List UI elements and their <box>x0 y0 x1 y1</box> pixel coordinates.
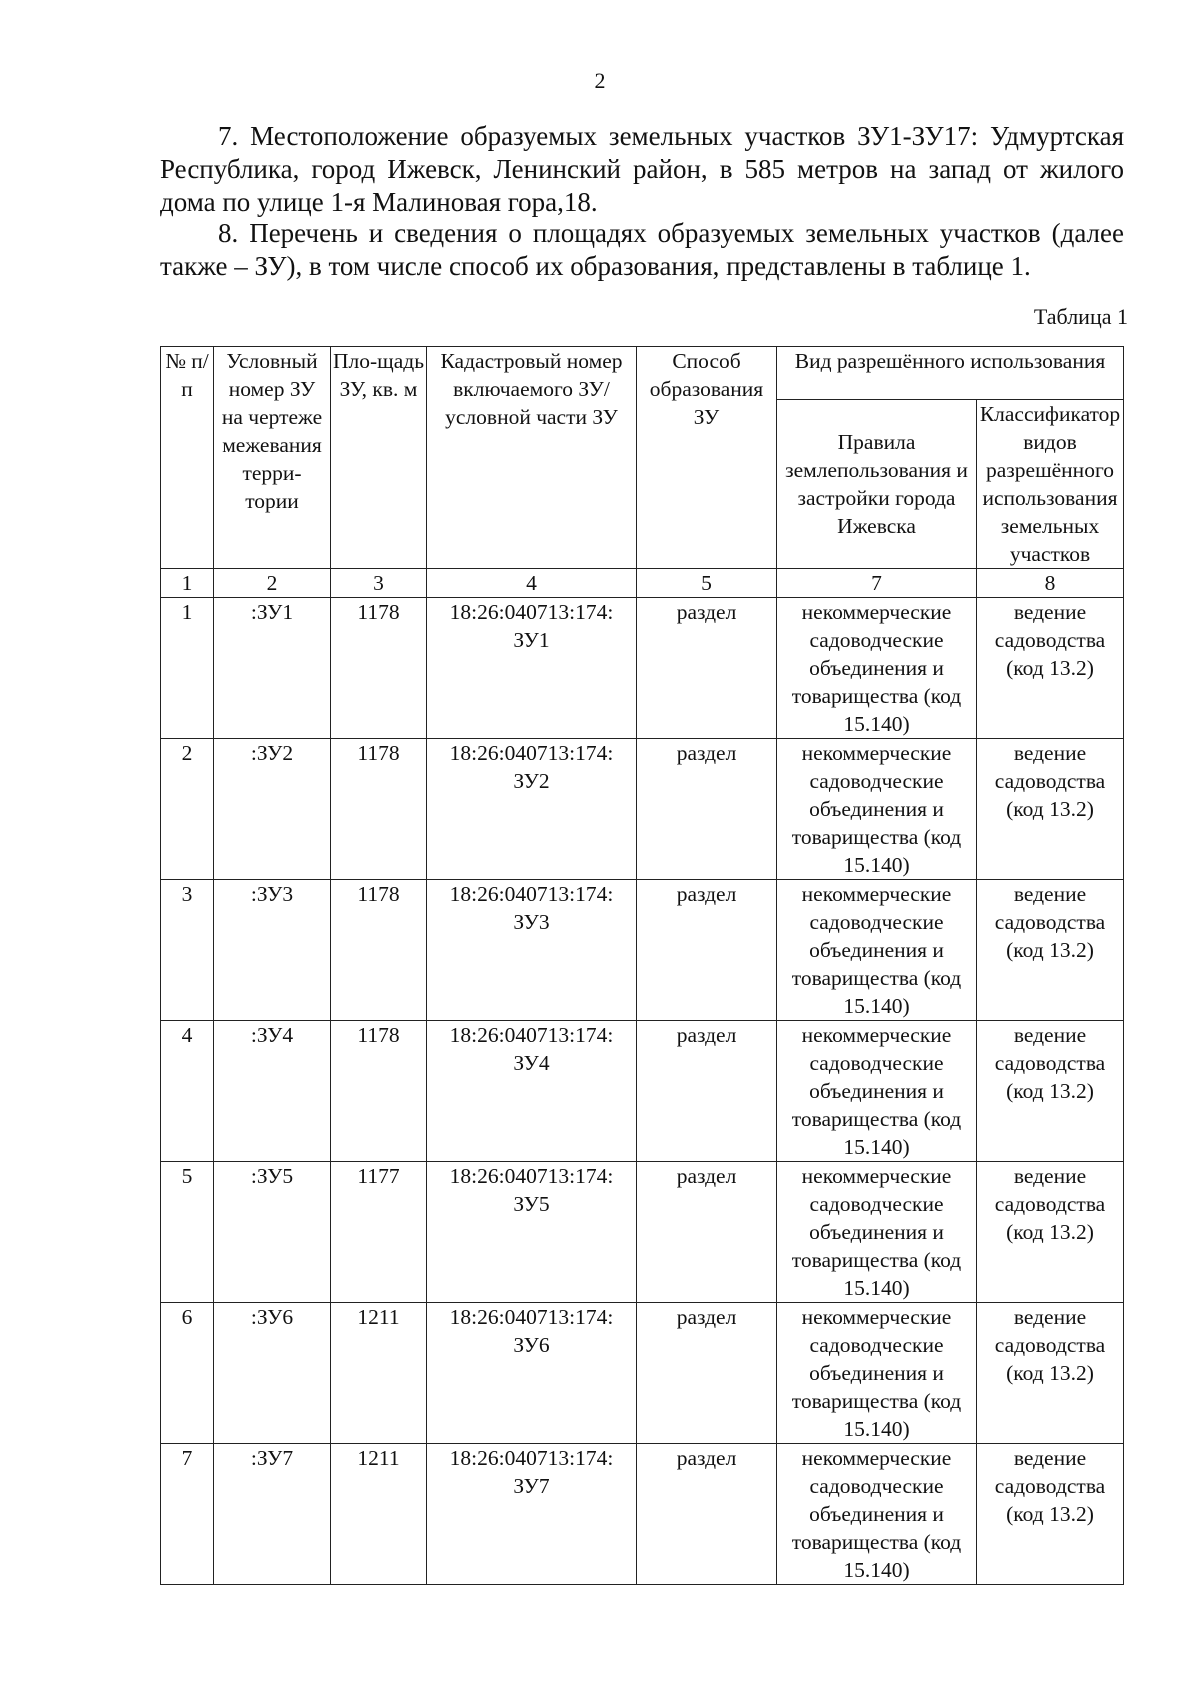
cell-use-classifier: ведение садоводства (код 13.2) <box>977 1303 1124 1444</box>
cell-land-use-rules: некоммерческие садоводческие объединения и товарищества (код 15.140) <box>777 880 977 1021</box>
cell-cadastral-number: 18:26:040713:174: ЗУ4 <box>427 1021 637 1162</box>
land-plots-table <box>160 346 1124 1585</box>
cell-area: 1211 <box>331 1444 427 1585</box>
cell-number: 7 <box>161 1444 214 1585</box>
cell-formation-method: раздел <box>637 1162 777 1303</box>
cell-conditional-number: :ЗУ7 <box>214 1444 331 1585</box>
cell-number: 5 <box>161 1162 214 1303</box>
header-use-classifier: Классификатор видов разрешённого использования земельных участков <box>977 400 1124 569</box>
cell-use-classifier: ведение садоводства (код 13.2) <box>977 1021 1124 1162</box>
column-number: 3 <box>331 569 427 598</box>
cell-number: 4 <box>161 1021 214 1162</box>
cell-land-use-rules: некоммерческие садоводческие объединения и товарищества (код 15.140) <box>777 739 977 880</box>
cell-formation-method: раздел <box>637 739 777 880</box>
cell-formation-method: раздел <box>637 598 777 739</box>
table-row <box>161 1303 1124 1444</box>
cell-area: 1178 <box>331 1021 427 1162</box>
table-row <box>161 598 1124 739</box>
cell-land-use-rules: некоммерческие садоводческие объединения и товарищества (код 15.140) <box>777 598 977 739</box>
cell-conditional-number: :ЗУ5 <box>214 1162 331 1303</box>
cell-land-use-rules: некоммерческие садоводческие объединения и товарищества (код 15.140) <box>777 1444 977 1585</box>
header-conditional-number: Условный номер ЗУ на чертеже межевания терри-тории <box>214 347 331 569</box>
table-caption: Таблица 1 <box>1033 304 1128 329</box>
cell-conditional-number: :ЗУ4 <box>214 1021 331 1162</box>
header-land-use-rules: Правила землепользования и застройки города Ижевска <box>777 400 977 569</box>
cell-formation-method: раздел <box>637 1444 777 1585</box>
cell-cadastral-number: 18:26:040713:174: ЗУ6 <box>427 1303 637 1444</box>
cell-use-classifier: ведение садоводства (код 13.2) <box>977 1444 1124 1585</box>
header-number: № п/п <box>161 347 214 569</box>
column-number: 4 <box>427 569 637 598</box>
cell-conditional-number: :ЗУ2 <box>214 739 331 880</box>
cell-formation-method: раздел <box>637 1021 777 1162</box>
paragraph-location: 7. Местоположение образуемых земельных участков ЗУ1-ЗУ17: Удмуртская Республика, город Ижевск, Ленинский район, в 585 метров на запад от жилого дома по улице 1-я Малиновая гора,18. <box>160 121 1124 217</box>
table-row <box>161 880 1124 1021</box>
cell-use-classifier: ведение садоводства (код 13.2) <box>977 880 1124 1021</box>
column-numbers-row <box>161 569 1124 598</box>
header-formation-method: Способ образования ЗУ <box>637 347 777 569</box>
cell-formation-method: раздел <box>637 1303 777 1444</box>
cell-conditional-number: :ЗУ3 <box>214 880 331 1021</box>
column-number: 8 <box>977 569 1124 598</box>
table-header-row <box>161 347 1124 400</box>
cell-number: 2 <box>161 739 214 880</box>
cell-number: 3 <box>161 880 214 1021</box>
cell-formation-method: раздел <box>637 880 777 1021</box>
cell-area: 1178 <box>331 739 427 880</box>
cell-cadastral-number: 18:26:040713:174: ЗУ1 <box>427 598 637 739</box>
table-row <box>161 1162 1124 1303</box>
cell-conditional-number: :ЗУ6 <box>214 1303 331 1444</box>
table-row <box>161 739 1124 880</box>
table-row <box>161 1021 1124 1162</box>
column-number: 7 <box>777 569 977 598</box>
table-row <box>161 1444 1124 1585</box>
cell-use-classifier: ведение садоводства (код 13.2) <box>977 739 1124 880</box>
column-number: 1 <box>161 569 214 598</box>
header-permitted-use: Вид разрешённого использования <box>777 347 1124 400</box>
cell-cadastral-number: 18:26:040713:174: ЗУ3 <box>427 880 637 1021</box>
cell-area: 1178 <box>331 598 427 739</box>
cell-land-use-rules: некоммерческие садоводческие объединения и товарищества (код 15.140) <box>777 1021 977 1162</box>
header-cadastral-number: Кадастровый номер включаемого ЗУ/ условной части ЗУ <box>427 347 637 569</box>
cell-number: 1 <box>161 598 214 739</box>
cell-cadastral-number: 18:26:040713:174: ЗУ5 <box>427 1162 637 1303</box>
paragraph-list-description: 8. Перечень и сведения о площадях образуемых земельных участков (далее также – ЗУ), в том числе способ их образования, представлены в таблице 1. <box>160 218 1124 281</box>
cell-conditional-number: :ЗУ1 <box>214 598 331 739</box>
column-number: 2 <box>214 569 331 598</box>
cell-use-classifier: ведение садоводства (код 13.2) <box>977 1162 1124 1303</box>
cell-cadastral-number: 18:26:040713:174: ЗУ2 <box>427 739 637 880</box>
page-number: 2 <box>594 68 606 93</box>
cell-number: 6 <box>161 1303 214 1444</box>
header-area: Пло-щадь ЗУ, кв. м <box>331 347 427 569</box>
cell-area: 1178 <box>331 880 427 1021</box>
cell-land-use-rules: некоммерческие садоводческие объединения и товарищества (код 15.140) <box>777 1162 977 1303</box>
cell-cadastral-number: 18:26:040713:174: ЗУ7 <box>427 1444 637 1585</box>
cell-land-use-rules: некоммерческие садоводческие объединения и товарищества (код 15.140) <box>777 1303 977 1444</box>
column-number: 5 <box>637 569 777 598</box>
cell-area: 1211 <box>331 1303 427 1444</box>
cell-use-classifier: ведение садоводства (код 13.2) <box>977 598 1124 739</box>
cell-area: 1177 <box>331 1162 427 1303</box>
